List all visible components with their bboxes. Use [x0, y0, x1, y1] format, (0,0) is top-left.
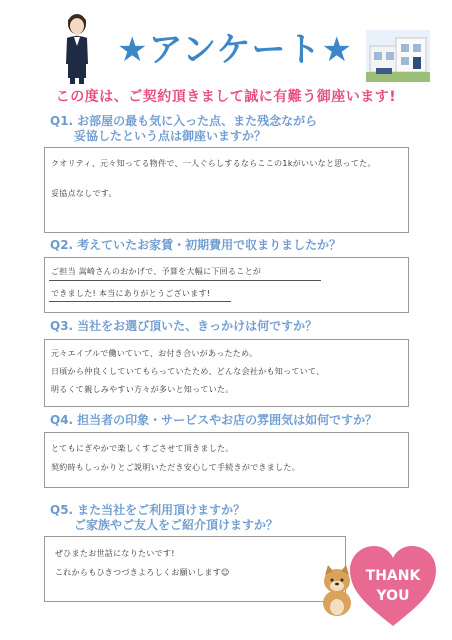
answer-line: 日頃から仲良くしていてもらっていたため、どんな会社かも知っていて、 [51, 367, 325, 376]
answer-line: とてもにぎやかで楽しくすごさせて頂きました。 [51, 444, 234, 453]
question-number: Q5. [50, 503, 74, 517]
question-text: 担当者の印象・サービスやお店の雰囲気は如何ですか？ [77, 413, 378, 427]
answer-line: 妥協点なしです。 [51, 189, 117, 198]
question-text-line2: ご家族やご友人をご紹介頂けますか？ [74, 518, 279, 532]
answer-line: これからもひきつづきよろしくお願いします☺ [55, 568, 230, 577]
answer-underline [49, 280, 321, 281]
answer-underline [49, 301, 231, 302]
question-number: Q2. [50, 238, 74, 252]
question-text: 当社をお選び頂いた、きっかけは何ですか？ [77, 319, 318, 333]
answer-box-5 [44, 536, 346, 602]
dog-illustration [318, 565, 356, 617]
answer-line: 明るくて親しみやすい方々が多いと知っていた。 [51, 385, 234, 394]
page-subtitle: この度は、ご契約頂きまして誠に有難う御座います! [55, 89, 397, 105]
answer-line: ご担当 嵩崎さんのおかげで、予算を大幅に下回ることが [51, 267, 262, 276]
answer-line: ぜひまたお世話になりたいです! [55, 549, 175, 558]
page-title: ★アンケート★ [117, 30, 353, 70]
question-4 [50, 413, 377, 428]
thank-you-line1: THANK [365, 568, 421, 584]
question-number: Q1. [50, 114, 74, 128]
question-1 [50, 114, 317, 144]
question-number: Q3. [50, 319, 74, 333]
thank-you-heart [348, 544, 438, 628]
question-2 [50, 238, 341, 253]
question-3 [50, 319, 317, 334]
question-text: 考えていたお家賃・初期費用で収まりましたか？ [77, 238, 342, 252]
staff-illustration [62, 12, 92, 84]
answer-box-3 [44, 339, 409, 407]
question-number: Q4. [50, 413, 74, 427]
house-photo [366, 30, 430, 82]
answer-box-2 [44, 257, 409, 313]
answer-line: クオリティ、元々知ってる物件で、一人ぐらしするならここの1kがいいなと思ってた。 [51, 159, 376, 168]
answer-line: 契約時もしっかりとご説明いただき安心して手続きができました。 [51, 463, 300, 472]
answer-line: 元々エイブルで働いていて、お付き合いがあったため。 [51, 349, 258, 358]
question-text: また当社をご利用頂けますか？ [77, 503, 246, 517]
thank-you-line2: YOU [376, 588, 410, 604]
answer-line: できました! 本当にありがとうございます! [51, 289, 211, 298]
question-5 [50, 503, 278, 533]
question-text: お部屋の最も気に入った点、また残念ながら [77, 114, 318, 128]
answer-box-4 [44, 432, 409, 488]
answer-box-1 [44, 147, 409, 233]
question-text-line2: 妥協したという点は御座いますか？ [74, 129, 267, 143]
